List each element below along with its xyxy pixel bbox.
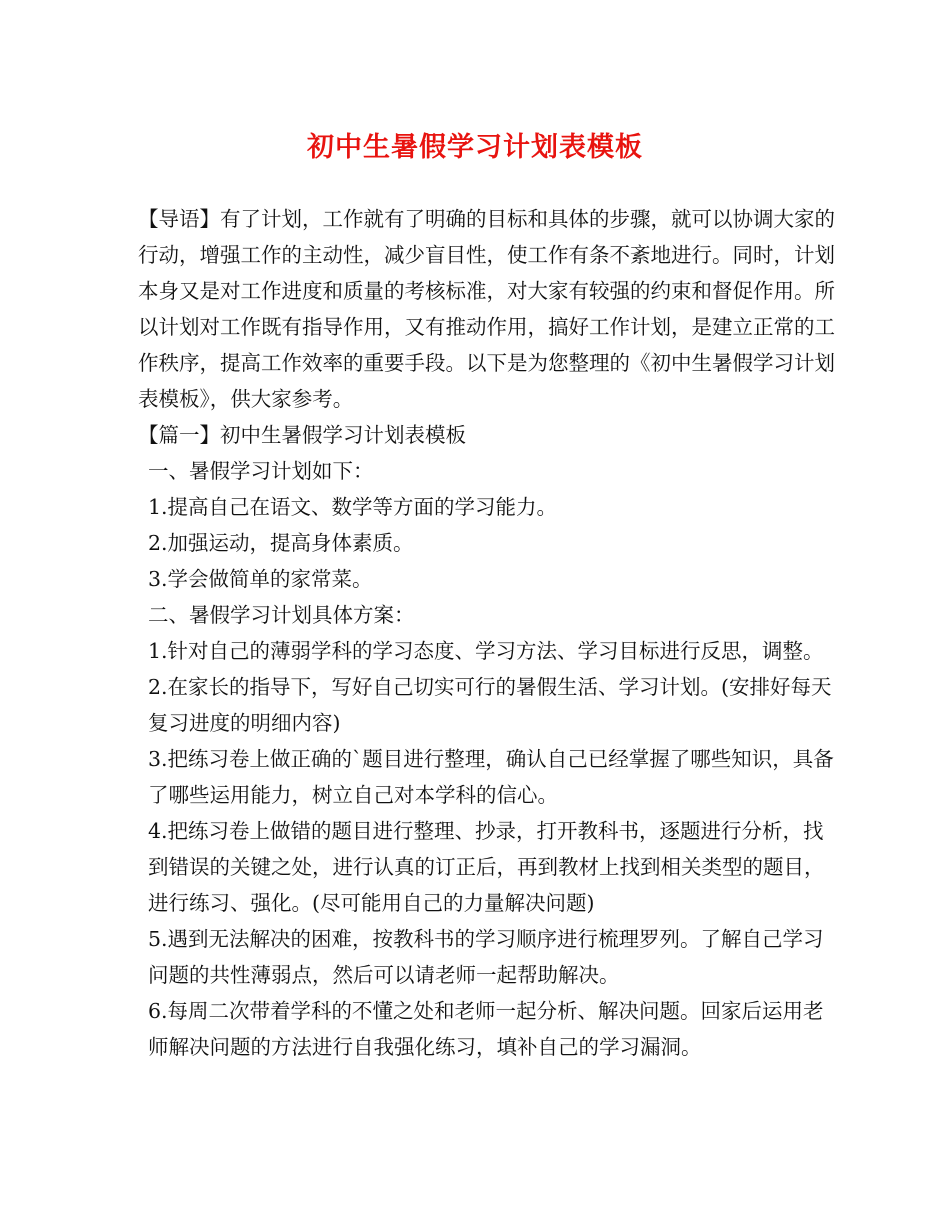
list-item: 2.在家长的指导下，写好自己切实可行的暑假生活、学习计划。(安排好每天复习进度的明细内容) xyxy=(148,675,832,735)
section-heading: 【篇一】初中生暑假学习计划表模板 xyxy=(138,423,466,447)
list-item: 2.加强运动，提高身体素质。 xyxy=(148,531,414,555)
intro-paragraph: 【导语】有了计划，工作就有了明确的目标和具体的步骤，就可以协调大家的行动，增强工作的主动性，减少盲目性，使工作有条不紊地进行。同时，计划本身又是对工作进度和质量的考核标准，对大家有较强的约束和督促作用。所以计划对工作既有指导作用，又有推动作用，搞好工作计划，是建立正常的工作秩序，提高工作效率的重要手段。以下是为您整理的《初中生暑假学习计划表模板》，供大家参考。 xyxy=(138,207,835,411)
list-item: 3.把练习卷上做正确的`题目进行整理，确认自己已经掌握了哪些知识，具备了哪些运用能力，树立自己对本学科的信心。 xyxy=(148,747,834,807)
list-item: 1.提高自己在语文、数学等方面的学习能力。 xyxy=(148,495,558,519)
subsection-heading: 一、暑假学习计划如下： xyxy=(148,459,374,483)
document-body xyxy=(138,201,838,1065)
list-item: 4.把练习卷上做错的题目进行整理、抄录，打开教科书，逐题进行分析，找到错误的关键之处，进行认真的订正后，再到教材上找到相关类型的题目，进行练习、强化。(尽可能用自己的力量解决问题) xyxy=(148,819,825,915)
list-item: 1.针对自己的薄弱学科的学习态度、学习方法、学习目标进行反思，调整。 xyxy=(148,639,824,663)
list-item: 3.学会做简单的家常菜。 xyxy=(148,567,373,591)
list-item: 6.每周二次带着学科的不懂之处和老师一起分析、解决问题。回家后运用老师解决问题的方法进行自我强化练习，填补自己的学习漏洞。 xyxy=(148,999,824,1059)
list-item: 5.遇到无法解决的困难，按教科书的学习顺序进行梳理罗列。了解自己学习问题的共性薄弱点，然后可以请老师一起帮助解决。 xyxy=(148,927,824,987)
document-title: 初中生暑假学习计划表模板 xyxy=(307,132,643,163)
subsection-heading: 二、暑假学习计划具体方案： xyxy=(148,603,415,627)
